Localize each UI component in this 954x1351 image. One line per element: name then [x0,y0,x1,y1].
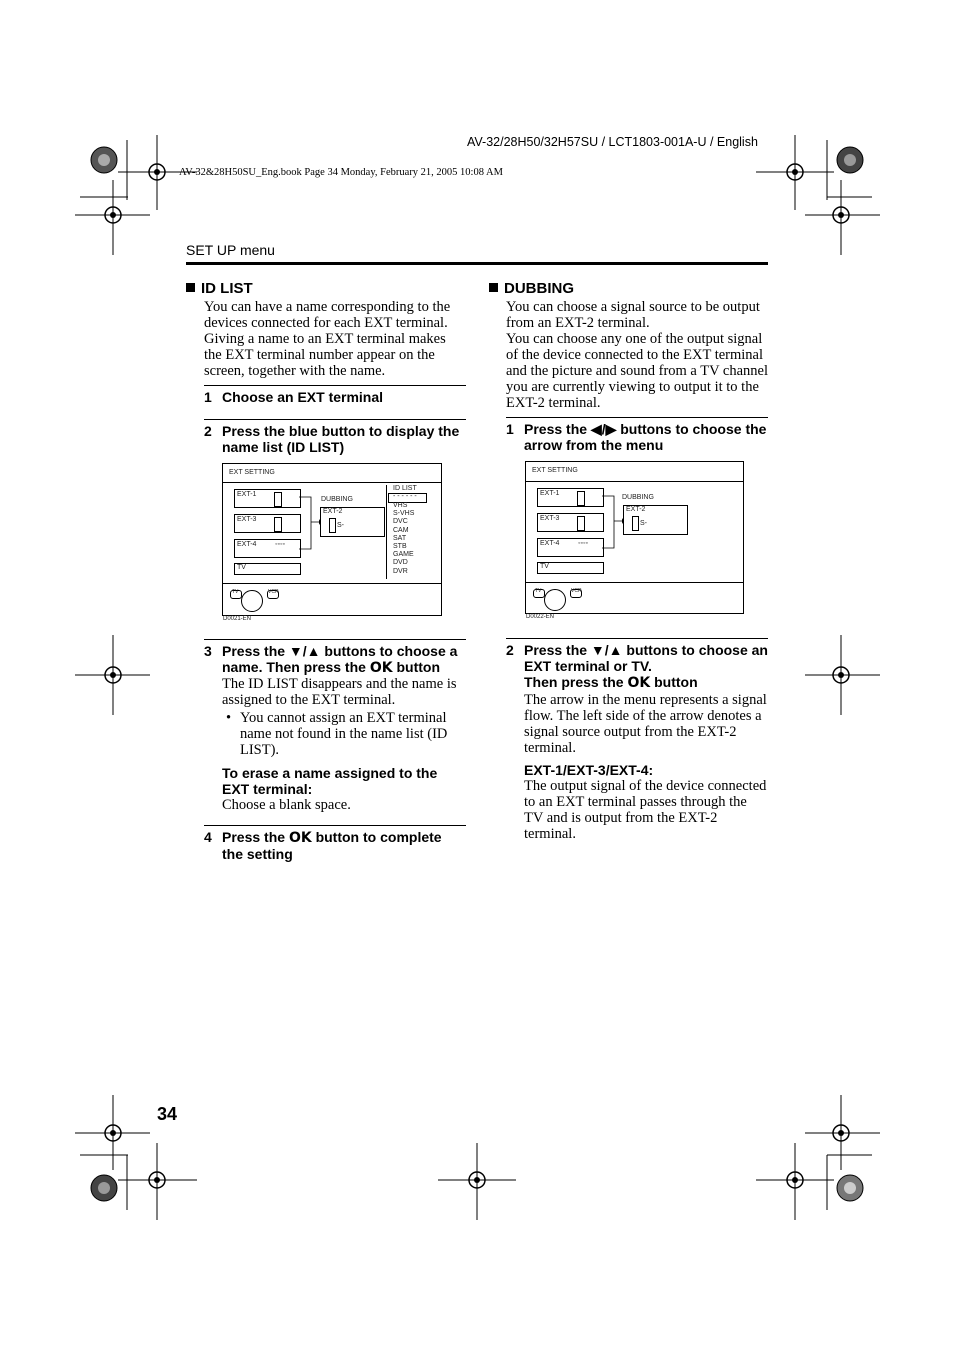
remote-keys-icon: TV VCR [230,589,280,611]
step-2: 2 Press the ▼/▲ buttons to choose an EXT terminal or TV. Then press the OK button [506,642,768,691]
av-jacks-icon: ◦◦◦◦ [275,541,285,548]
ext-setting-screen [222,463,442,616]
id-list-heading: ID LIST [186,280,253,297]
list-item[interactable]: DVR [393,567,408,575]
ext4-row[interactable]: EXT-4 ◦◦◦◦ [537,538,604,557]
ext3-row[interactable]: EXT-3 [234,514,301,533]
step-1: 1 Choose an EXT terminal [204,389,384,405]
erase-body: Choose a blank space. [222,797,351,813]
model-line: AV-32/28H50/32H57SU / LCT1803-001A-U / English [467,135,758,149]
ok-icon: OK [369,660,393,676]
scart-icon [632,516,639,531]
ok-icon: OK [627,675,651,691]
list-item[interactable]: CAM [393,526,409,534]
divider [204,639,466,640]
ext2-box[interactable]: EXT-2 S- [623,505,688,535]
ext-heading: EXT-1/EXT-3/EXT-4: [524,762,654,778]
s-video-label: S- [640,520,647,527]
ok-icon: OK [288,830,312,846]
divider [506,417,768,418]
list-item[interactable]: GAME [393,551,414,559]
ext1-row[interactable]: EXT-1 [537,488,604,507]
scart-icon [329,518,336,533]
list-item[interactable]: DVC [393,518,408,526]
dubbing-intro-2: You can choose any one of the output signal of the device connected to the EXT terminal and the picture and sound from a TV channel you are currently viewing to output it to the EXT-2 terminal. [506,331,768,411]
list-item[interactable]: SAT [393,534,407,542]
bracket-arrow [602,488,624,553]
dubbing-label: DUBBING [321,496,353,503]
step-1: 1 Press the ◀/▶ buttons to choose the arrow from the menu [506,421,767,453]
screen-title: EXT SETTING [229,469,275,476]
step-3: 3 Press the ▼/▲ buttons to choose a name. Then press the OK button [204,643,458,676]
section-title: SET UP menu [186,242,275,258]
list-item[interactable]: VHS [393,502,408,509]
tv-row[interactable]: TV [537,562,604,574]
ext-body: The output signal of the device connected to an EXT terminal passes through the TV and is output from the EXT-2 terminal. [524,778,767,842]
scart-icon [274,492,282,507]
id-list-intro: You can have a name corresponding to the devices connected for each EXT terminal. Giving a name to an EXT terminal makes the EXT terminal number appear on the screen, together with the name. [204,299,451,379]
ext-setting-screen [525,461,744,614]
dpad-icon [241,590,263,612]
dubbing-label: DUBBING [622,494,654,501]
list-item[interactable]: DVD [393,559,408,567]
step-2: 2 Press the blue button to display the name list (ID LIST) [204,423,460,455]
scart-icon [577,491,585,506]
list-item[interactable]: STB [393,543,407,551]
book-stamp: AV-32&28H50SU_Eng.book Page 34 Monday, February 21, 2005 10:08 AM [179,167,503,178]
tv-row[interactable]: TV [234,563,301,575]
ext1-row[interactable]: EXT-1 [234,489,301,508]
square-bullet-icon [186,283,195,292]
dpad-icon [544,589,566,611]
divider [506,638,768,639]
divider [204,419,466,420]
page-number: 34 [157,1104,178,1124]
erase-heading: To erase a name assigned to the EXT terminal: [222,765,438,797]
square-bullet-icon [489,283,498,292]
step-3-body: The ID LIST disappears and the name is assigned to the EXT terminal. [222,676,457,708]
header-rule [186,262,768,265]
divider [204,825,466,826]
step-3-note: • You cannot assign an EXT terminal name not found in the name list (ID LIST). [222,710,466,758]
id-list-cursor[interactable]: - - - - - - [388,493,427,503]
figure-code: D0021-EN [223,616,252,622]
divider [204,385,466,386]
id-list-items [393,502,414,576]
step-2-body: The arrow in the menu represents a signal flow. The left side of the arrow denotes a signal source output from the EXT-2 terminal. [524,692,767,756]
scart-icon [577,516,585,531]
id-list-title: ID LIST [393,485,417,492]
ext2-box[interactable]: EXT-2 S- [320,507,385,537]
step-4: 4 Press the OK button to complete the setting [204,829,442,862]
bracket-arrow [299,489,321,554]
dubbing-intro-1: You can choose a signal source to be output from an EXT-2 terminal. [506,299,760,331]
scart-icon [274,517,282,532]
ext4-row[interactable]: EXT-4 ◦◦◦◦ [234,539,301,558]
remote-keys-icon: TV VCR [533,588,583,610]
dubbing-heading: DUBBING [489,280,574,297]
av-jacks-icon: ◦◦◦◦ [578,540,588,547]
screen-title: EXT SETTING [532,467,578,474]
s-video-label: S- [337,522,344,529]
ext3-row[interactable]: EXT-3 [537,513,604,532]
figure-code: D0022-EN [526,614,555,620]
list-item[interactable]: S-VHS [393,510,415,518]
